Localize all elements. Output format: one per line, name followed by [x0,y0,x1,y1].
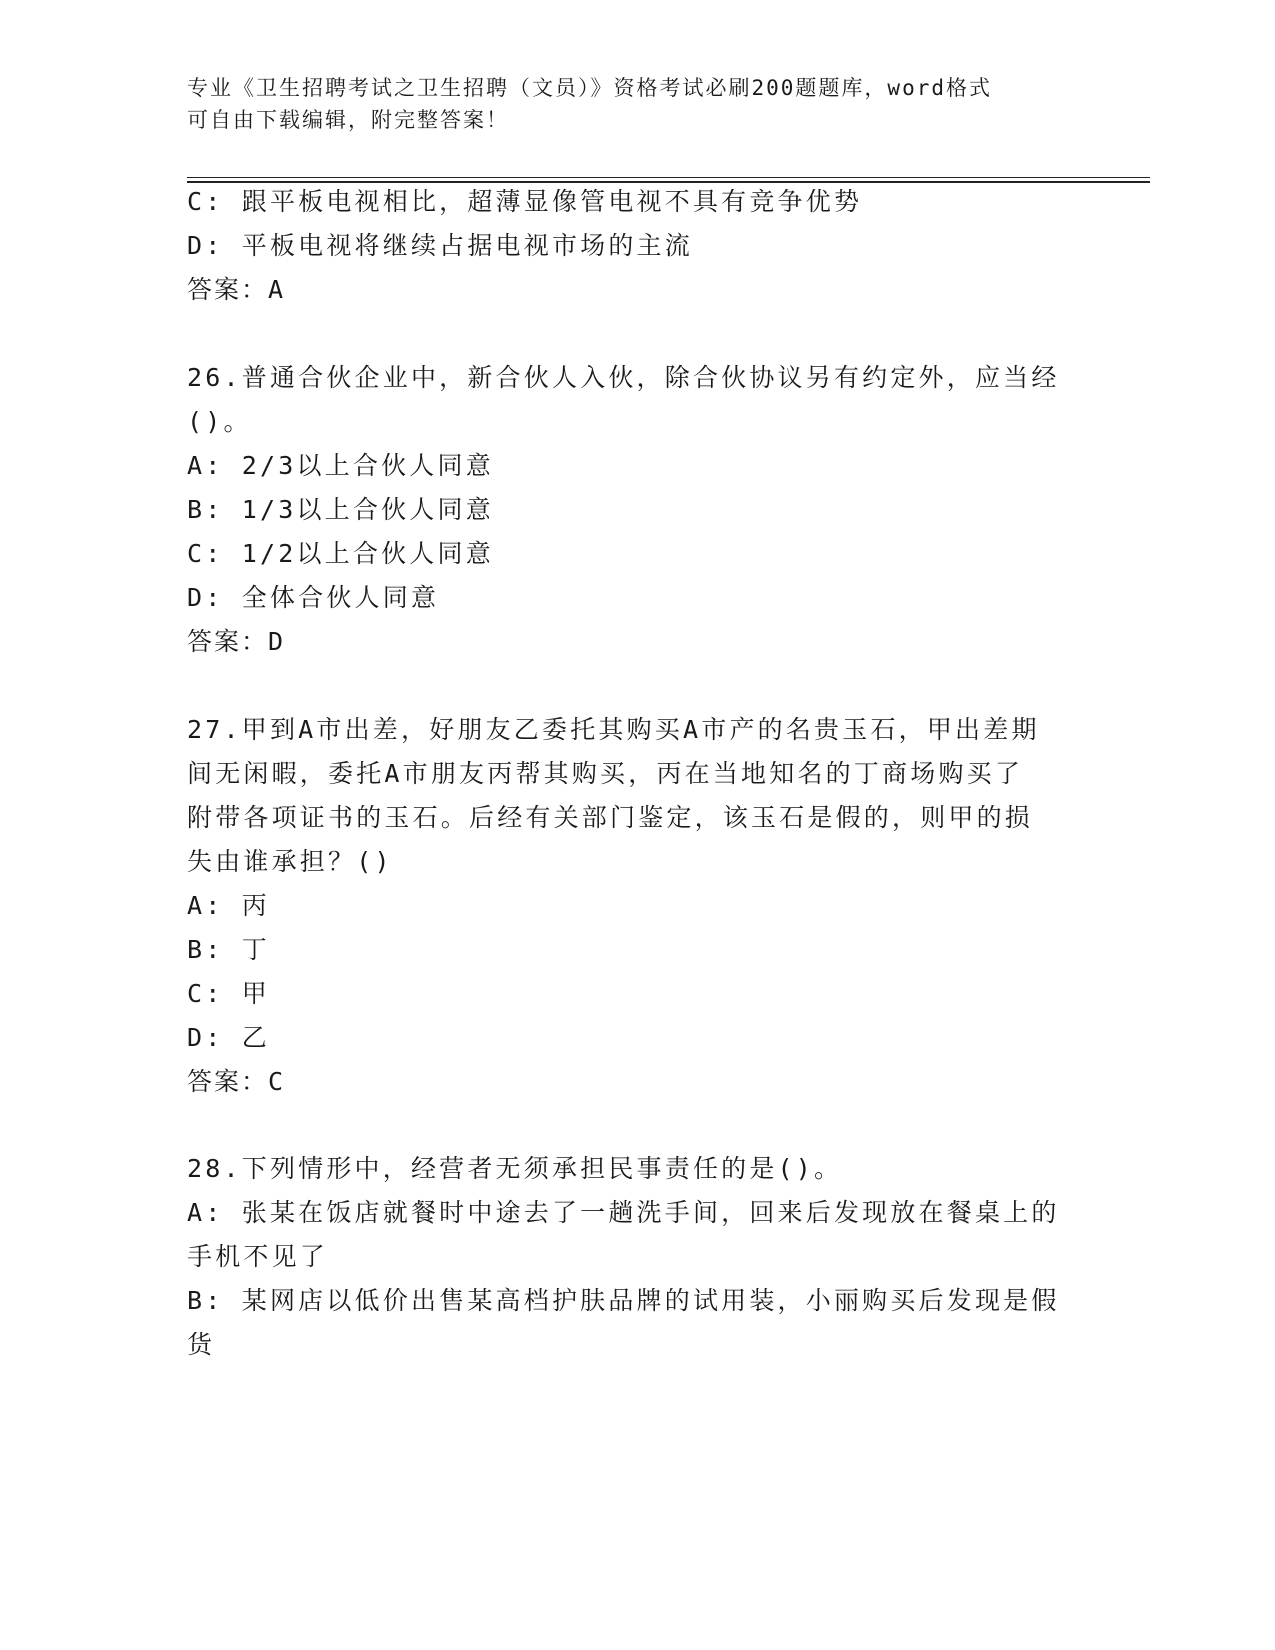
q27-stem-line-3: 附带各项证书的玉石。后经有关部门鉴定，该玉石是假的，则甲的损 [187,803,1034,832]
q27-option-b: B: 丁 [187,935,270,964]
q27-stem-line-1: 27.甲到A市出差，好朋友乙委托其购买A市产的名贵玉石，甲出差期 [187,715,1040,744]
q26-stem-line-2: ()。 [187,407,252,436]
q25-answer: 答案：A [187,275,286,304]
q25-option-c: C: 跟平板电视相比，超薄显像管电视不具有竞争优势 [187,187,863,216]
document-header [187,72,1087,136]
q26-option-b: B: 1/3以上合伙人同意 [187,495,494,524]
q26-answer: 答案：D [187,627,286,656]
q26-option-c: C: 1/2以上合伙人同意 [187,539,494,568]
q28-option-a-line-1: A: 张某在饭店就餐时中途去了一趟洗手间，回来后发现放在餐桌上的 [187,1198,1060,1227]
q26-option-a: A: 2/3以上合伙人同意 [187,451,494,480]
q27-option-d: D: 乙 [187,1023,270,1052]
q28-option-b-line-1: B: 某网店以低价出售某高档护肤品牌的试用装，小丽购买后发现是假 [187,1286,1060,1315]
q27-answer: 答案：C [187,1067,286,1096]
q26-stem-line-1: 26.普通合伙企业中，新合伙人入伙，除合伙协议另有约定外，应当经 [187,363,1060,392]
q26-option-d: D: 全体合伙人同意 [187,583,440,612]
q27-stem-line-2: 间无闲暇，委托A市朋友丙帮其购买，丙在当地知名的丁商场购买了 [187,759,1024,788]
header-title-line-1: 专业《卫生招聘考试之卫生招聘（文员）》资格考试必刷200题题库，word格式 [187,76,992,100]
header-divider-thick [187,181,1150,183]
q28-option-b-line-2: 货 [187,1330,216,1359]
q28-stem-line-1: 28.下列情形中，经营者无须承担民事责任的是()。 [187,1154,843,1183]
q28-option-a-line-2: 手机不见了 [187,1242,329,1271]
header-divider-thin [187,177,1150,178]
header-title-line-2: 可自由下载编辑，附完整答案！ [187,108,509,132]
q27-stem-line-4: 失由谁承担？() [187,847,393,876]
q27-option-c: C: 甲 [187,979,270,1008]
q27-option-a: A: 丙 [187,891,270,920]
q25-option-d: D: 平板电视将继续占据电视市场的主流 [187,231,693,260]
